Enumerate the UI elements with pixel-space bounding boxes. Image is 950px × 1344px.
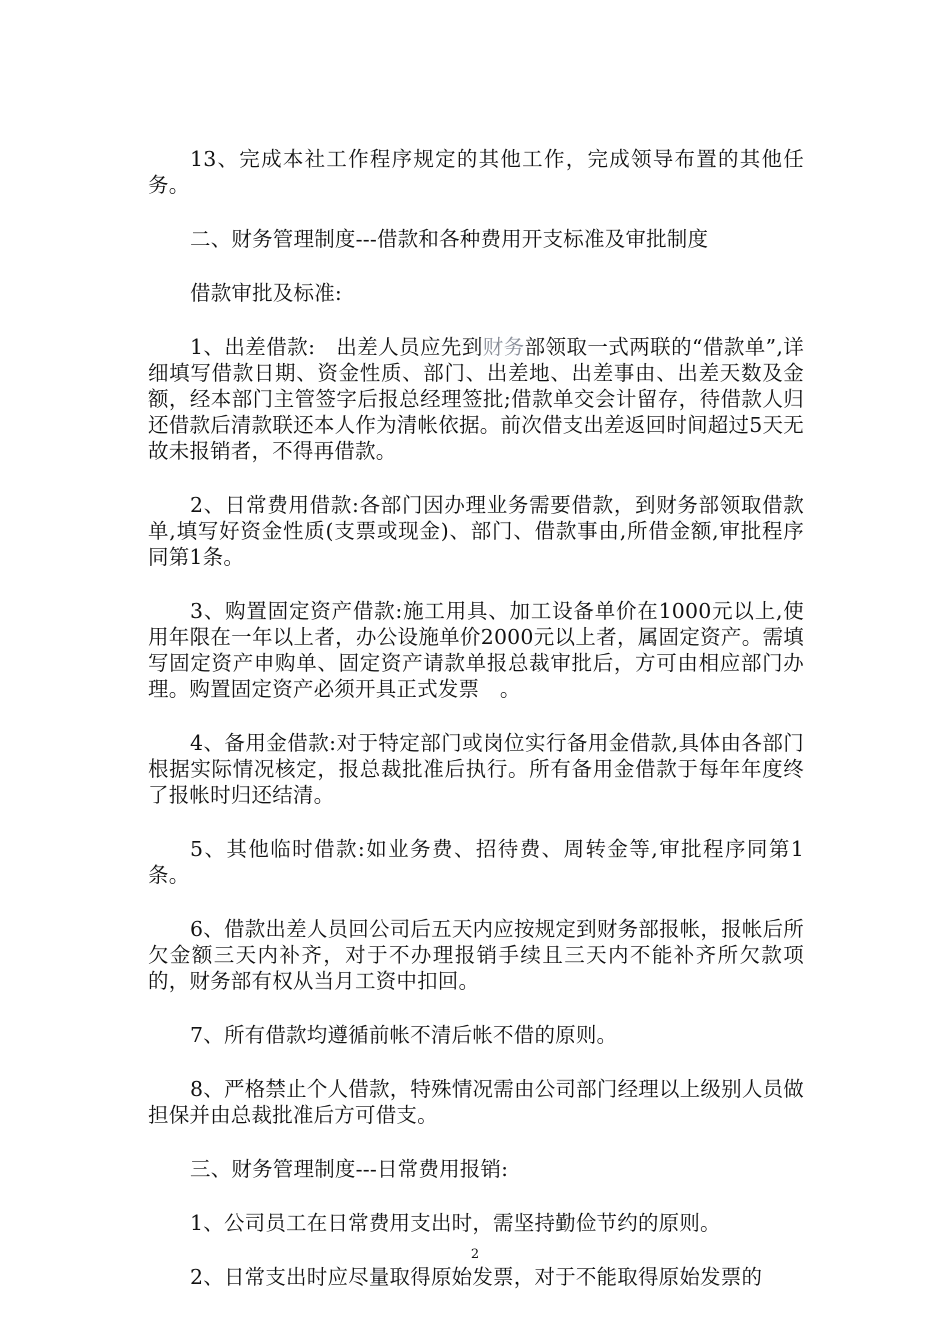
paragraph-travel-loan xyxy=(148,334,804,464)
page-number: 2 xyxy=(470,1247,480,1262)
paragraph-item-13: 13、完成本社工作程序规定的其他工作，完成领导布置的其他任务。 xyxy=(148,147,804,197)
paragraph-reimbursement-2: 2、日常支出时应尽量取得原始发票，对于不能取得原始发票的 xyxy=(190,1265,763,1289)
section-heading-2: 二、财务管理制度---借款和各种费用开支标准及审批制度 xyxy=(190,227,709,251)
paragraph-temporary-loan: 5、其他临时借款:如业务费、招待费、周转金等,审批程序同第1条。 xyxy=(148,837,804,887)
highlighted-term: 财务 xyxy=(482,335,525,359)
travel-loan-text-rest: 部领取一式两联的“借款单”,详细填写借款日期、资金性质、部门、出差地、出差事由、出差天数及金额，经本部门主管签字后报总经理签批;借款单交会计留存，待借款人归还借款后清款联还本人作为清帐依据。前次借支出差返回时间超过5天无故未报销者，不得再借款。 xyxy=(148,335,804,463)
paragraph-daily-expense-loan: 2、日常费用借款:各部门因办理业务需要借款，到财务部领取借款单,填写好资金性质(支票或现金)、部门、借款事由,所借金额,审批程序同第1条。 xyxy=(148,493,804,569)
paragraph-loan-settlement: 6、借款出差人员回公司后五天内应按规定到财务部报帐，报帐后所欠金额三天内补齐，对于不办理报销手续且三天内不能补齐所欠款项的，财务部有权从当月工资中扣回。 xyxy=(148,917,804,993)
section-heading-3: 三、财务管理制度---日常费用报销: xyxy=(190,1157,509,1181)
paragraph-reimbursement-1: 1、公司员工在日常费用支出时，需坚持勤俭节约的原则。 xyxy=(190,1211,721,1235)
travel-loan-text-start: 1、出差借款: 出差人员应先到 xyxy=(190,335,483,359)
paragraph-loan-principle: 7、所有借款均遵循前帐不清后帐不借的原则。 xyxy=(190,1023,618,1047)
paragraph-fixed-asset-loan: 3、购置固定资产借款:施工用具、加工设备单价在1000元以上,使用年限在一年以上者，办公设施单价2000元以上者，属固定资产。需填写固定资产申购单、固定资产请款单报总裁审批后，方可由相应部门办理。购置固定资产必须开具正式发票 。 xyxy=(148,599,804,701)
document-body xyxy=(148,146,804,1318)
paragraph-petty-cash-loan: 4、备用金借款:对于特定部门或岗位实行备用金借款,具体由各部门根据实际情况核定，报总裁批准后执行。所有备用金借款于每年年度终了报帐时归还结清。 xyxy=(148,731,804,807)
paragraph-personal-loan-ban: 8、严格禁止个人借款，特殊情况需由公司部门经理以上级别人员做担保并由总裁批准后方可借支。 xyxy=(148,1077,804,1127)
subheading-loan-approval: 借款审批及标准: xyxy=(190,281,343,305)
